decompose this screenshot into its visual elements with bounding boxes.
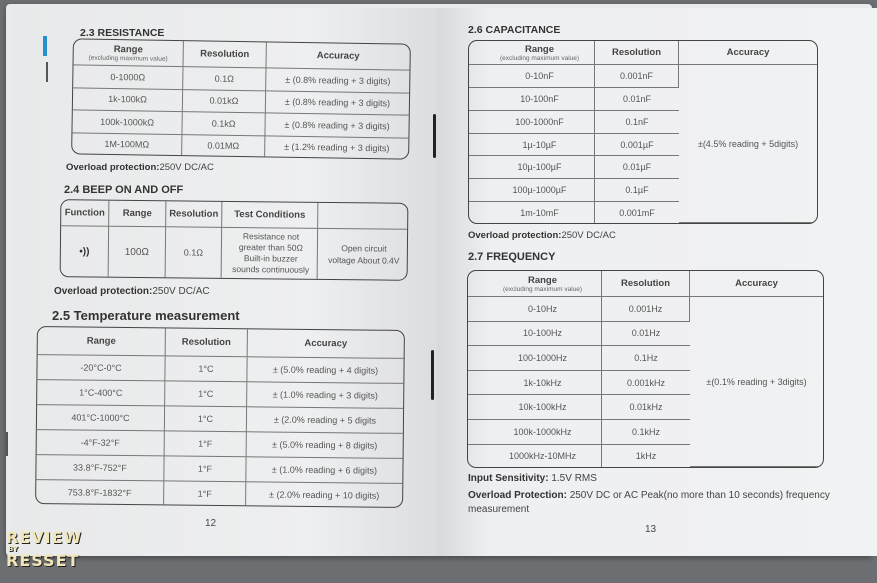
- resolution-cell: 0.1kHz: [602, 420, 690, 445]
- resolution-cell: 0.1Hz: [602, 346, 690, 371]
- frequency-overload-note-continued: measurement: [468, 504, 530, 515]
- sound-wave-icon: •)): [61, 226, 110, 276]
- input-sensitivity-note: Input Sensitivity: 1.5V RMS: [468, 473, 597, 484]
- capacitance-overload-note: Overload protection:250V DC/AC: [468, 230, 616, 241]
- table-row: [36, 455, 402, 484]
- table-row: [37, 430, 403, 459]
- accuracy-cell: ± (2.0% reading + 5 digits: [247, 407, 403, 434]
- resistance-heading: 2.3 RESISTANCE: [80, 27, 165, 39]
- resistance-table: [71, 38, 411, 159]
- table-header: Resolution: [602, 271, 690, 297]
- frequency-heading: 2.7 FREQUENCY: [468, 251, 556, 263]
- range-cell: 10-100Hz: [468, 322, 602, 347]
- test-conditions-cell: Resistance not greater than 50Ω Built-in buzzer sounds continuously: [222, 228, 319, 279]
- table-row: [37, 355, 403, 384]
- accuracy-cell: ± (5.0% reading + 8 digits): [247, 432, 403, 459]
- table-row: [72, 133, 408, 159]
- beep-heading: 2.4 BEEP ON AND OFF: [64, 184, 184, 196]
- watermark-line: BY: [8, 545, 19, 553]
- resolution-cell: 0.1nF: [595, 111, 679, 134]
- table-header: Resolution: [595, 41, 679, 65]
- frequency-table: [467, 270, 824, 468]
- resistance-overload-note: Overload protection:250V DC/AC: [66, 162, 214, 173]
- table-header: [318, 203, 407, 230]
- accuracy-cell: ±(0.1% reading + 3digits): [690, 297, 823, 467]
- table-header: Range (excluding maximum value): [74, 39, 184, 67]
- table-header: Accuracy: [690, 271, 823, 297]
- table-header: Function: [61, 200, 109, 227]
- capacitance-table: [468, 40, 818, 224]
- accuracy-cell: ± (2.0% reading + 10 digits): [269, 489, 380, 501]
- resolution-cell: 1°F: [164, 482, 246, 506]
- range-cell: 1M-100MΩ: [72, 133, 182, 155]
- range-cell: 1°C-400°C: [37, 380, 165, 406]
- resolution-cell: 0.1kΩ: [182, 112, 265, 136]
- resolution-cell: 0.001kHz: [602, 371, 690, 396]
- resolution-cell: 0.01MΩ: [182, 135, 265, 157]
- table-header: Resolution: [183, 41, 266, 68]
- edge-mark: [46, 62, 48, 82]
- accuracy-cell: ± (0.8% reading + 3 digits): [266, 91, 409, 116]
- resolution-cell: 1°F: [165, 432, 247, 458]
- review-by-resset-watermark: [6, 530, 82, 569]
- beep-table: [60, 199, 409, 281]
- table-row: [469, 65, 817, 88]
- resolution-cell: 1kHz: [635, 450, 657, 461]
- range-cell: -4°F-32°F: [37, 430, 165, 456]
- range-cell: 0-10Hz: [468, 297, 602, 322]
- range-cell: 1k-10kHz: [468, 371, 602, 396]
- table-header: Test Conditions: [222, 202, 318, 229]
- accuracy-cell: ± (1.0% reading + 3 digits): [247, 382, 403, 409]
- table-row: [36, 480, 402, 507]
- range-cell: 100k-1000kHz: [468, 420, 602, 445]
- resolution-cell: 0.1Ω: [166, 227, 223, 278]
- range-cell: 100µ-1000µF: [469, 179, 595, 202]
- resolution-cell: 0.001µF: [595, 134, 679, 157]
- frequency-overload-note: Overload Protection: 250V DC or AC Peak(no more than 10 seconds) frequency: [468, 490, 830, 501]
- resolution-cell: 1°C: [165, 406, 247, 432]
- range-cell: 0-1000Ω: [73, 65, 183, 89]
- page-number-right: 13: [645, 524, 657, 535]
- range-cell: 1000kHz-10MHz: [468, 445, 602, 467]
- range-cell: 1m-10mF: [469, 202, 595, 223]
- resolution-cell: 1°C: [165, 356, 247, 382]
- beep-overload-note: Overload protection:250V DC/AC: [54, 286, 210, 297]
- range-cell: -20°C-0°C: [37, 355, 165, 381]
- table-header: Range (excluding maximum value): [468, 271, 602, 297]
- watermark-line: REVIEW: [6, 528, 83, 547]
- blue-edge-tab: [43, 36, 47, 56]
- page-number-left: 12: [205, 518, 217, 529]
- resolution-cell: 0.1µF: [595, 179, 679, 202]
- resolution-cell: 0.01µF: [595, 156, 679, 179]
- resolution-cell: 0.01nF: [595, 88, 679, 111]
- table-row: [37, 380, 403, 409]
- table-row: [37, 405, 403, 434]
- range-cell: 1µ-10µF: [469, 134, 595, 157]
- table-header: Range (excluding maximum value): [469, 41, 595, 65]
- resolution-cell: 1°C: [165, 381, 247, 407]
- resolution-cell: 0.01kHz: [602, 395, 690, 420]
- range-cell: 33.8°F-752°F: [36, 455, 164, 481]
- resolution-cell: 0.001mF: [619, 207, 655, 218]
- range-cell: 753.8°F-1832°F: [36, 480, 164, 504]
- accuracy-cell: ± (0.8% reading + 3 digits): [265, 113, 408, 138]
- resolution-cell: 1°F: [164, 457, 246, 483]
- temperature-table: [35, 326, 405, 508]
- table-header: Accuracy: [248, 329, 404, 359]
- resolution-cell: 0.001nF: [595, 65, 679, 88]
- range-cell: 10µ-100µF: [469, 156, 595, 179]
- range-cell: 401°C-1000°C: [37, 405, 165, 431]
- open-circuit-cell: Open circuit voltage About 0.4V: [328, 243, 400, 266]
- range-cell: 1k-100kΩ: [73, 88, 183, 112]
- table-header: Resolution: [166, 201, 222, 228]
- accuracy-cell: ± (1.0% reading + 6 digits): [246, 457, 402, 484]
- table-row: [468, 297, 823, 322]
- accuracy-cell: ± (0.8% reading + 3 digits): [266, 68, 409, 93]
- accuracy-cell: ±(4.5% reading + 5digits): [679, 65, 817, 223]
- table-row: [61, 226, 408, 280]
- edge-mark: [6, 432, 8, 456]
- range-cell: 10-100nF: [469, 88, 595, 111]
- range-cell: 100-1000Hz: [468, 346, 602, 371]
- accuracy-cell: ± (1.2% reading + 3 digits): [284, 141, 390, 154]
- table-header: Resolution: [166, 328, 248, 357]
- range-cell: 100-1000nF: [469, 111, 595, 134]
- resolution-cell: 0.01Hz: [602, 322, 690, 347]
- table-header: Accuracy: [266, 42, 409, 70]
- capacitance-heading: 2.6 CAPACITANCE: [468, 24, 561, 36]
- resolution-cell: 0.01kΩ: [183, 90, 266, 114]
- resolution-cell: 0.001Hz: [602, 297, 690, 322]
- table-header: Range: [109, 201, 166, 228]
- binding-staple-top: [433, 114, 436, 158]
- binding-staple-bottom: [431, 350, 434, 400]
- range-cell: 100k-1000kΩ: [72, 110, 182, 134]
- table-header: Accuracy: [679, 41, 817, 65]
- resolution-cell: 0.1Ω: [183, 67, 266, 91]
- range-cell: 100Ω: [109, 227, 167, 278]
- table-header: Range: [38, 327, 166, 356]
- watermark-line: RESSET: [6, 551, 80, 570]
- range-cell: 0-10nF: [469, 65, 595, 88]
- temperature-heading: 2.5 Temperature measurement: [52, 308, 240, 323]
- range-cell: 10k-100kHz: [468, 395, 602, 420]
- accuracy-cell: ± (5.0% reading + 4 digits): [247, 357, 403, 384]
